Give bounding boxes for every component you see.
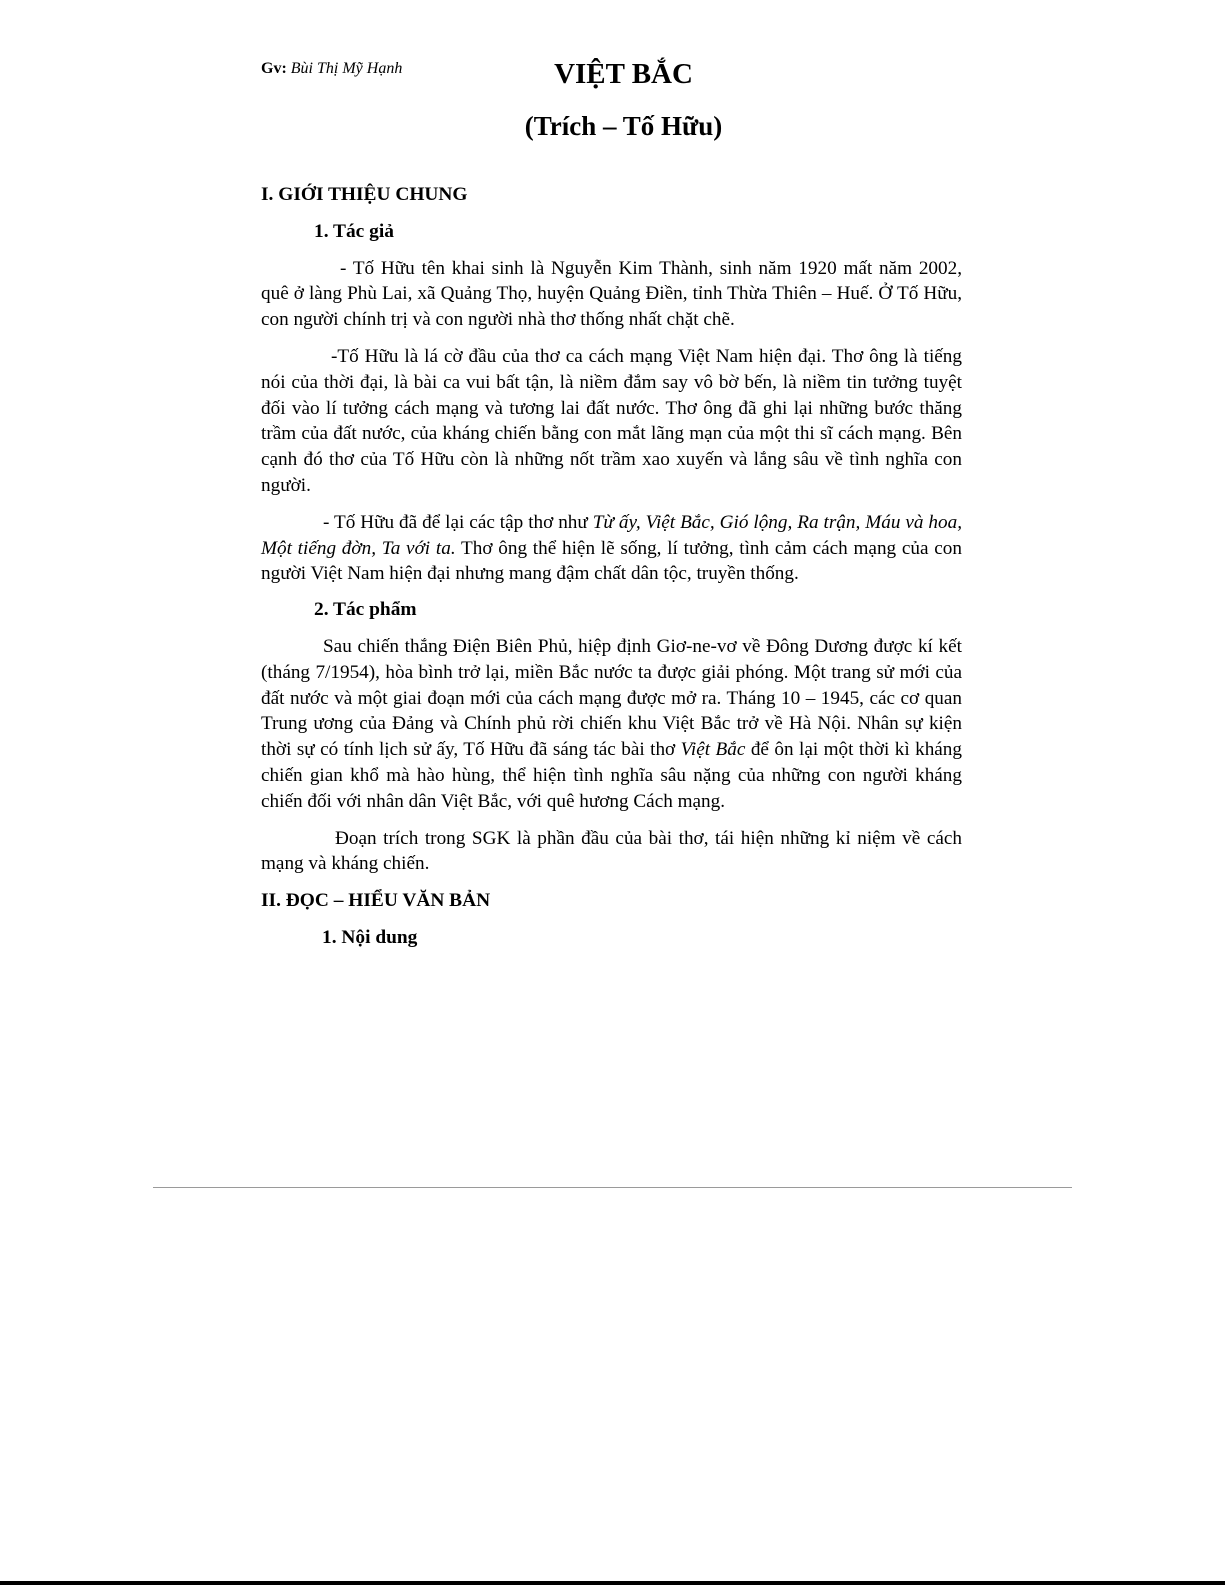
section-heading-reading: II. ĐỌC – HIỂU VĂN BẢN <box>261 890 491 912</box>
page-divider <box>153 1187 1072 1188</box>
context-start: Sau chiến thắng Điện Biên Phủ, hiệp định Giơ-ne-vơ về Đông Dương được kí kết (tháng 7/1954), hòa bình trở lại, miền Bắc nước ta được giải phóng. Một trang sử mới của đất nước và một giai đoạn mới của cách mạng được mở ra. Tháng 10 – 1945, các cơ quan Trung ương của Đảng và Chính phủ rời chiến khu Việt Bắc trở về Hà Nội. Nhân sự kiện thời sự có tính lịch sử ấy, Tố Hữu đã sáng tác bài thơ <box>261 635 962 761</box>
section-heading-intro: I. GIỚI THIỆU CHUNG <box>261 184 468 205</box>
teacher-name: Bùi Thị Mỹ Hạnh <box>290 60 403 77</box>
paragraph-excerpt: Đoạn trích trong SGK là phần đầu của bài thơ, tái hiện những kỉ niệm về cách mạng và kháng chiến. <box>261 827 962 875</box>
context-end: để ôn lại một thời kì kháng chiến gian khổ mà hào hùng, thể hiện tình nghĩa sâu nặng của những con người kháng chiến đối với nhân dân Việt Bắc, với quê hương Cách mạng. <box>261 739 962 812</box>
subsection-heading-author: 1. Tác giả <box>314 220 394 242</box>
subsection-heading-work: 2. Tác phẩm <box>314 599 417 621</box>
paragraph-author-poetry: -Tố Hữu là lá cờ đầu của thơ ca cách mạng Việt Nam hiện đại. Thơ ông là tiếng nói của thời đại, là bài ca vui bất tận, là niềm đắm say vô bờ bến, là niềm tin tưởng tuyệt đối vào lí tưởng cách mạng và tương lai đất nước. Thơ ông đã ghi lại những bước thăng trầm của đất nước, của kháng chiến bằng con mắt lãng mạn của một thi sĩ cách mạng. Bên cạnh đó thơ của Tố Hữu còn là những nốt trầm xao xuyến và lắng sâu về tình nghĩa con người. <box>261 345 962 496</box>
subsection-heading-content: 1. Nội dung <box>322 926 418 948</box>
works-intro: - Tố Hữu đã để lại các tập thơ như <box>323 511 593 533</box>
teacher-label: Gv: <box>261 60 287 77</box>
document-body <box>261 182 962 951</box>
works-list: Từ ấy, Việt Bắc, Gió lộng, Ra trận, Máu và hoa, Một tiếng đờn, Ta với ta. <box>261 511 962 559</box>
works-outro: Thơ ông thể hiện lẽ sống, lí tưởng, tình cảm cách mạng của con người Việt Nam hiện đại nhưng mang đậm chất dân tộc, truyền thống. <box>261 537 962 585</box>
document-subtitle: (Trích – Tố Hữu) <box>524 111 723 141</box>
paragraph-author-bio: - Tố Hữu tên khai sinh là Nguyễn Kim Thành, sinh năm 1920 mất năm 2002, quê ở làng Phù Lai, xã Quảng Thọ, huyện Quảng Điền, tỉnh Thừa Thiên – Huế. Ở Tố Hữu, con người chính trị và con người nhà thơ thống nhất chặt chẽ. <box>261 257 962 331</box>
document-title: VIỆT BẮC <box>554 58 693 90</box>
poem-title-inline: Việt Bắc <box>680 739 746 761</box>
paragraph-author-works <box>261 510 962 587</box>
paragraph-work-context <box>261 634 962 815</box>
bottom-edge-bar <box>0 1581 1225 1585</box>
